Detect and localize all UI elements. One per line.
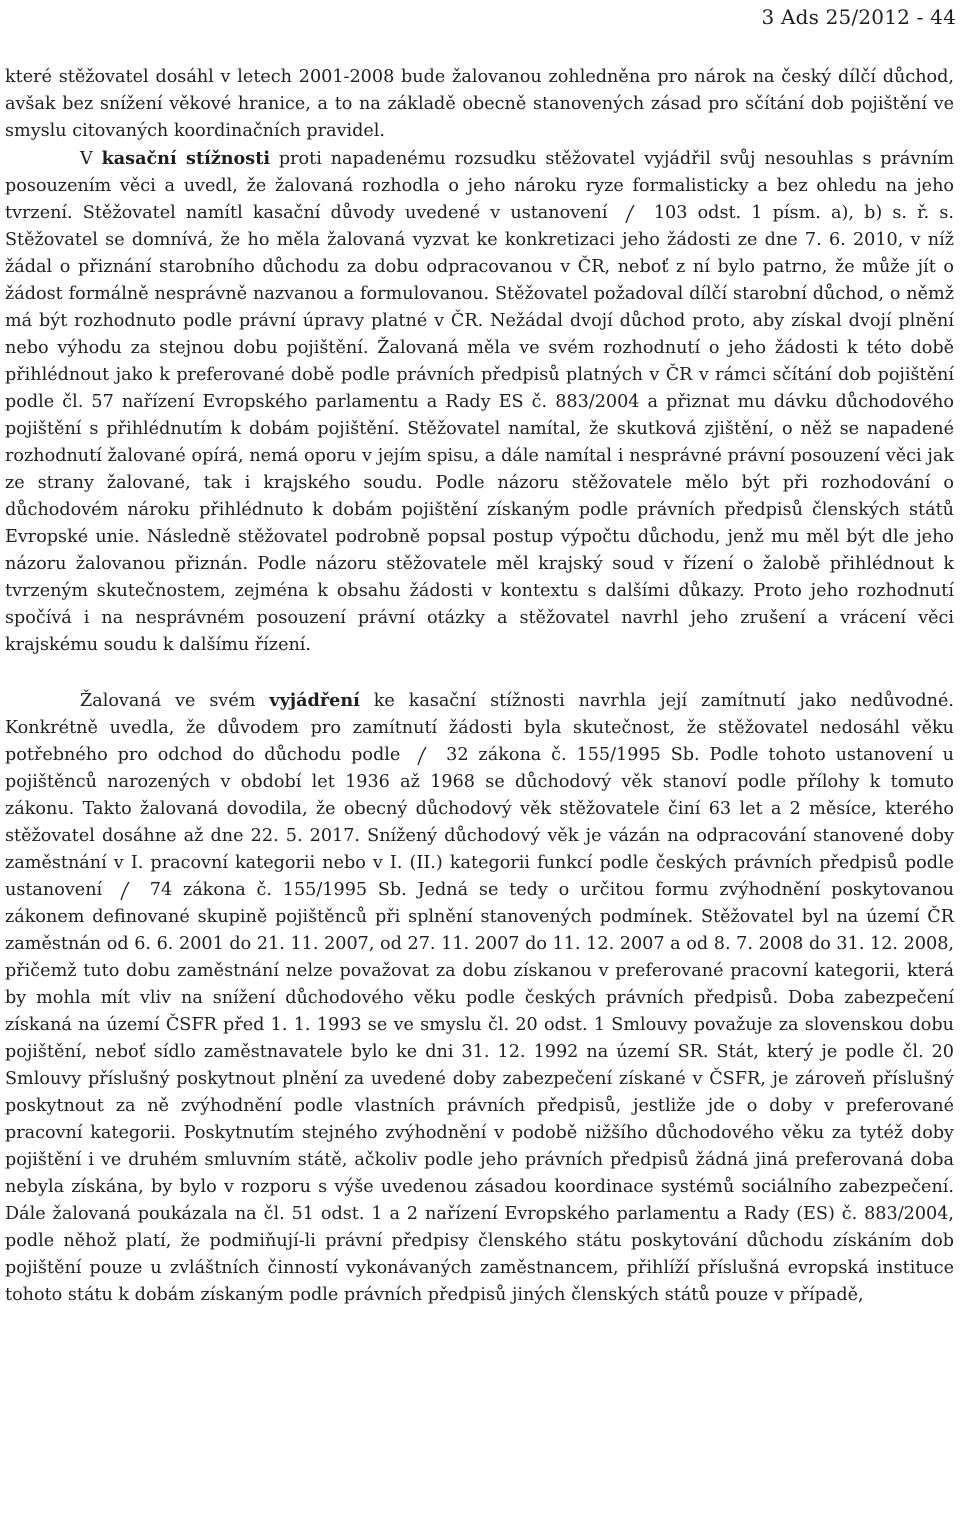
text-segment: V [80, 149, 102, 169]
section-sign-icon [115, 881, 137, 899]
paragraph-3-vyjadreni [5, 687, 954, 1309]
section-sign-icon [620, 204, 642, 222]
text-segment: ke kasační stížnosti navrhla její zamítnutí jako nedůvodné. Konkrétně uvedla, že důvodem pro zamítnutí žádosti byla skutečnost, že stěžovatel nedosáhl věku potřebného pro odchod do důchodu podle [5, 691, 955, 765]
text-segment: Žalovaná ve svém [80, 691, 270, 711]
text-segment: 32 zákona č. 155/1995 Sb. Podle tohoto ustanovení u pojištěnců narozených v období let 1936 až 1968 se důchodový věk stanoví podle přílohy k tomuto zákonu. Takto žalovaná dovodila, že obecný důchodový věk stěžovatele činí 63 let a 2 měsíce, kterého stěžovatel dosáhne až dne 22. 5. 2017. Snížený důchodový věk je vázán na odpracování stanovené doby zaměstnání v I. pracovní kategorii nebo v I. (II.) kategorii funkcí podle českých právních předpisů podle ustanovení [5, 745, 954, 900]
bold-term-kasacni-stiznost: kasační stížnosti [101, 148, 271, 169]
document-body [5, 64, 954, 1309]
section-sign-icon [412, 746, 434, 764]
bold-term-vyjadreni: vyjádření [269, 690, 360, 711]
case-number-header: 3 Ads 25/2012 - 44 [761, 5, 956, 29]
text-segment: které stěžovatel dosáhl v letech 2001-2008 bude žalovanou zohledněna pro nárok na český dílčí důchod, avšak bez snížení věkové hranice, a to na základě obecně stanovených zásad pro sčítání dob pojištění ve smyslu citovaných koordinačních pravidel. [5, 67, 954, 141]
text-segment: 103 odst. 1 písm. a), b) s. ř. s. Stěžovatel se domnívá, že ho měla žalovaná vyzvat ke konkretizaci jeho žádosti ze dne 7. 6. 2010, v níž žádal o přiznání starobního důchodu za dobu odpracovanou v ČR, neboť z ní bylo patrno, že může jít o žádost formálně nesprávně nazvanou a formulovanou. Stěžovatel požadoval dílčí starobní důchod, o němž má být rozhodnuto podle právní úpravy platné v ČR. Nežádal dvojí důchod proto, aby získal dvojí plnění nebo výhodu za stejnou dobu pojištění. Žalovaná měla ve svém rozhodnutí o jeho žádosti k této době přihlédnout jako k preferované době podle právních předpisů platných v ČR v rámci sčítání dob pojištění podle čl. 57 nařízení Evropského parlamentu a Rady ES č. 883/2004 a přiznat mu dávku důchodového pojištění s přihlédnutím k dobám pojištění. Stěžovatel namítal, že skutková zjištění, o něž se napadené rozhodnutí žalované opírá, nemá oporu v jejím spisu, a dále namítal i nesprávné právní posouzení věci jak ze strany žalované, tak i krajského soudu. Podle názoru stěžovatele mělo být při rozhodování o důchodovém nároku přihlédnuto k dobám pojištění získaným podle právních předpisů členských států Evropské unie. Následně stěžovatel podrobně popsal postup výpočtu důchodu, jenž mu měl být dle jeho názoru žalovanou přiznán. Podle názoru stěžovatele měl krajský soud v řízení o žalobě přihlédnout k tvrzeným skutečnostem, zejména k obsahu žádosti v kontextu s dalšími důkazy. Proto jeho rozhodnutí spočívá i na nesprávném posouzení právní otázky a stěžovatel navrhl jeho zrušení a vrácení věci krajskému soudu k dalšímu řízení. [5, 203, 955, 655]
paragraph-2-kasacni-stiznost [5, 145, 954, 659]
text-segment: proti napadenému rozsudku stěžovatel vyjádřil svůj nesouhlas s právním posouzením věci a uvedl, že žalovaná rozhodla o jeho nároku ryze formalisticky a bez ohledu na jeho tvrzení. Stěžovatel namítl kasační důvody uvedené v ustanovení [5, 149, 954, 223]
paragraph-1 [5, 64, 954, 145]
text-segment: 74 zákona č. 155/1995 Sb. Jedná se tedy o určitou formu zvýhodnění poskytovanou zákonem definované skupině pojištěnců při splnění stanovených podmínek. Stěžovatel byl na území ČR zaměstnán od 6. 6. 2001 do 21. 11. 2007, od 27. 11. 2007 do 11. 12. 2007 a od 8. 7. 2008 do 31. 12. 2008, přičemž tuto dobu zaměstnání nelze považovat za dobu získanou v preferované pracovní kategorii, která by mohla mít vliv na snížení důchodového věku podle českých právních předpisů. Doba zabezpečení získaná na území ČSFR před 1. 1. 1993 se ve smyslu čl. 20 odst. 1 Smlouvy považuje za slovenskou dobu pojištění, neboť sídlo zaměstnavatele bylo ke dni 31. 12. 1992 na území SR. Stát, který je podle čl. 20 Smlouvy příslušný poskytnout plnění za uvedené doby zabezpečení získané v ČSFR, je zároveň příslušný poskytnout za ně zvýhodnění podle vlastních právních předpisů, jestliže jde o doby v preferované pracovní kategorii. Poskytnutím stejného zvýhodnění v podobě nižšího důchodového věku za tytéž doby pojištění i ve druhém smluvním státě, ačkoliv podle jeho právních předpisů žádná jiná preferovaná doba nebyla získána, by bylo v rozporu s výše uvedenou zásadou koordinace systémů sociálního zabezpečení. Dále žalovaná poukázala na čl. 51 odst. 1 a 2 nařízení Evropského parlamentu a Rady (ES) č. 883/2004, podle něhož platí, že podmiňují-li právní předpisy členského státu poskytování důchodu získáním dob pojištění pouze u zvláštních činností vykonávaných zaměstnancem, přihlíží příslušná evropská instituce tohoto státu k dobám získaným podle právních předpisů jiných členských států pouze v případě, [5, 880, 954, 1305]
